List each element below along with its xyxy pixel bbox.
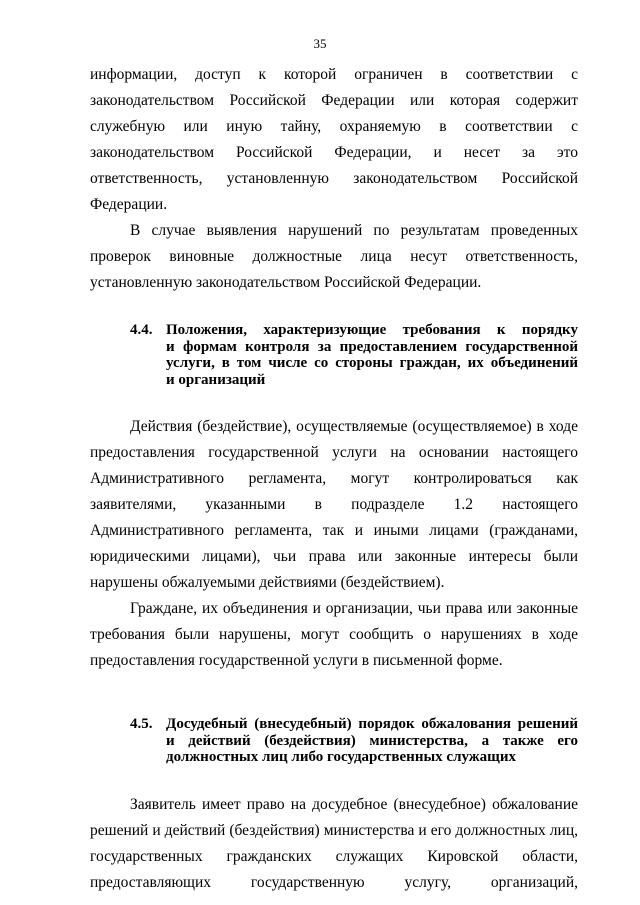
section-number: 4.4. (130, 322, 153, 338)
heading-line: Положения, характеризующие требования к порядку (166, 322, 578, 338)
paragraph-continuation: информации, доступ к которой ограничен в соответствии с законодательством Российской Федерации или которая содержит служебную или иную тайну, охраняемую в соответствии с законодательством Российской Федерации, и несет за это ответственность, установленную законодательством Российской Федерации. (90, 66, 578, 213)
paragraph-appeal-right: Заявитель имеет право на досудебное (внесудебное) обжалование решений и действий (бездействия) министерства и его должностных лиц, государственных гражданских служащих Кировской области, предоставляющих государственную услугу, организаций, (90, 795, 578, 891)
paragraph-violations-responsibility: В случае выявления нарушений по результатам проведенных проверок виновные должностные лица несут ответственность, установленную законодательством Российской Федерации. (90, 222, 578, 291)
page-number: 35 (313, 36, 327, 51)
heading-line: Досудебный (внесудебный) порядок обжалования решений (166, 716, 578, 732)
document-body (90, 62, 578, 896)
heading-line: и организаций (166, 371, 266, 388)
heading-line: и действий (бездействия) министерства, а также его (166, 732, 578, 749)
heading-line: услуги, в том числе со стороны граждан, их объединений (166, 355, 578, 371)
heading-line: должностных лиц либо государственных служащих (166, 749, 516, 765)
section-heading-4-4 (90, 322, 578, 388)
heading-line: и формам контроля за предоставлением государственной (166, 338, 578, 355)
paragraph-citizens-report: Граждане, их объединения и организации, чьи права или законные требования были нарушены, могут сообщить о нарушениях в ходе предоставления государственной услуги в письменной форме. (90, 600, 578, 669)
paragraph-actions-control: Действия (бездействие), осуществляемые (осуществляемое) в ходе предоставления государственной услуги на основании настоящего Административного регламента, могут контролироваться как заявителями, указанными в подразделе 1.2 настоящего Административного регламента, так и иными лицами (гражданами, юридическими лицами), чьи права или законные интересы были нарушены обжалуемыми действиями (бездействием). (90, 418, 578, 591)
section-heading-4-5 (90, 716, 578, 766)
section-number: 4.5. (130, 716, 153, 732)
